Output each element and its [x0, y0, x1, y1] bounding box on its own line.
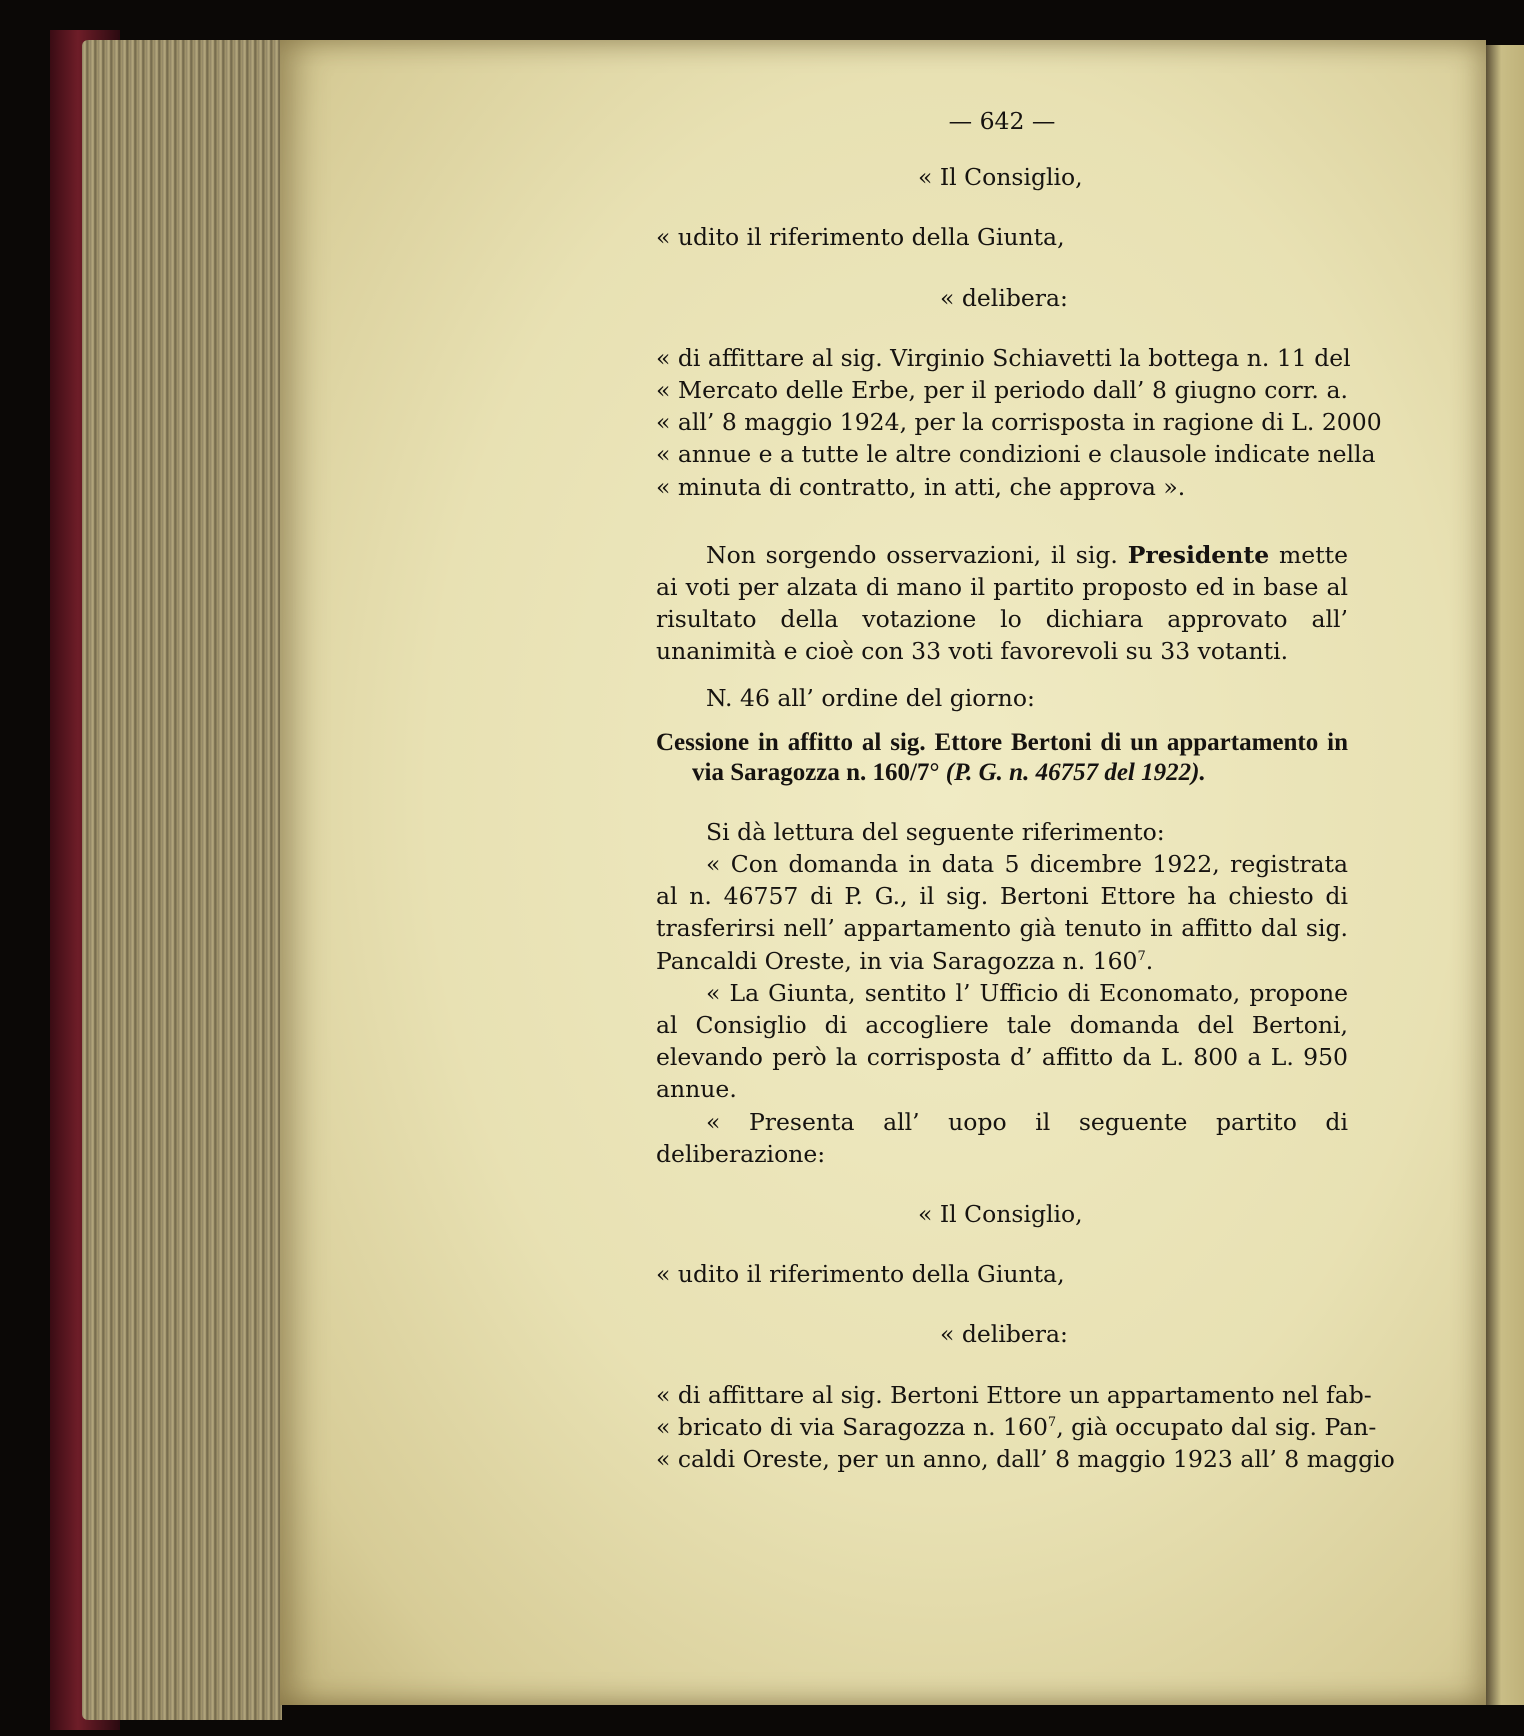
- deliberation-line: « di affittare al sig. Bertoni Ettore un appartamento nel fab-: [656, 1380, 1372, 1409]
- consiglio-line-2: « Il Consiglio,: [918, 1200, 1083, 1229]
- deliberation-line: « bricato di via Saragozza n. $160^7$, già occupato dal sig. Pan-: [656, 1412, 1377, 1441]
- deliberation-line: « caldi Oreste, per un anno, dall’ 8 maggio 1923 all’ 8 maggio: [656, 1445, 1395, 1474]
- section-heading: Cessione in affitto al sig. Ettore Bertoni di un appartamento in via Saragozza n. 160/7° (P. G. n. 46757 del 1922).: [656, 728, 1348, 786]
- deliberation-line: « all’ 8 maggio 1924, per la corrisposta in ragione di L. 2000: [656, 408, 1382, 437]
- vote-paragraph: Non sorgendo osservazioni, il sig. Presidente mette ai voti per alzata di mano il partito proposto ed in base al risultato della votazione lo dichiara approvato all’ unanimità e cioè con 33 voti favorevoli su 33 votanti.: [656, 540, 1348, 666]
- report-paragraph-1: « Con domanda in data 5 dicembre 1922, registrata al n. 46757 di P. G., il sig. Bertoni Ettore ha chiesto di trasferirsi nell’ appartamento già tenuto in affitto dal sig. Pancaldi Oreste, in via Saragozza n. $160^7$.: [656, 850, 1348, 975]
- udito-line: « udito il riferimento della Giunta,: [656, 223, 1065, 252]
- deliberation-line: « di affittare al sig. Virginio Schiavetti la bottega n. 11 del: [656, 343, 1351, 372]
- delibera-line-2: « delibera:: [940, 1320, 1068, 1349]
- consiglio-line: « Il Consiglio,: [918, 163, 1083, 192]
- deliberation-text-2: [656, 1379, 1395, 1476]
- president-label: Presidente: [1127, 540, 1270, 569]
- agenda-item: N. 46 all’ ordine del giorno:: [706, 683, 1035, 712]
- report-paragraph-2: « La Giunta, sentito l’ Ufficio di Economato, propone al Consiglio di accogliere tale domanda del Bertoni, elevando però la corrisposta d’ affitto da L. 800 a L. 950 annue.: [656, 978, 1348, 1104]
- page-text: [656, 105, 1395, 1475]
- facing-page-edge: [1486, 45, 1524, 1705]
- page-number: — 642 —: [948, 107, 1056, 135]
- deliberation-line: « minuta di contratto, in atti, che approva ».: [656, 472, 1186, 501]
- delibera-line: « delibera:: [940, 283, 1068, 312]
- deliberation-line: « annue e a tutte le altre condizioni e clausole indicate nella: [656, 440, 1376, 469]
- deliberation-line: « Mercato delle Erbe, per il periodo dall’ 8 giugno corr. a.: [656, 376, 1348, 405]
- reading-line: Si dà lettura del seguente riferimento:: [706, 817, 1165, 846]
- protocol-reference: (P. G. n. 46757 del 1922).: [945, 758, 1206, 786]
- udito-line-2: « udito il riferimento della Giunta,: [656, 1260, 1065, 1289]
- page-stack-edges: [82, 40, 282, 1720]
- report-paragraph-3: « Presenta all’ uopo il seguente partito di deliberazione:: [656, 1107, 1348, 1168]
- deliberation-text-1: [656, 342, 1382, 503]
